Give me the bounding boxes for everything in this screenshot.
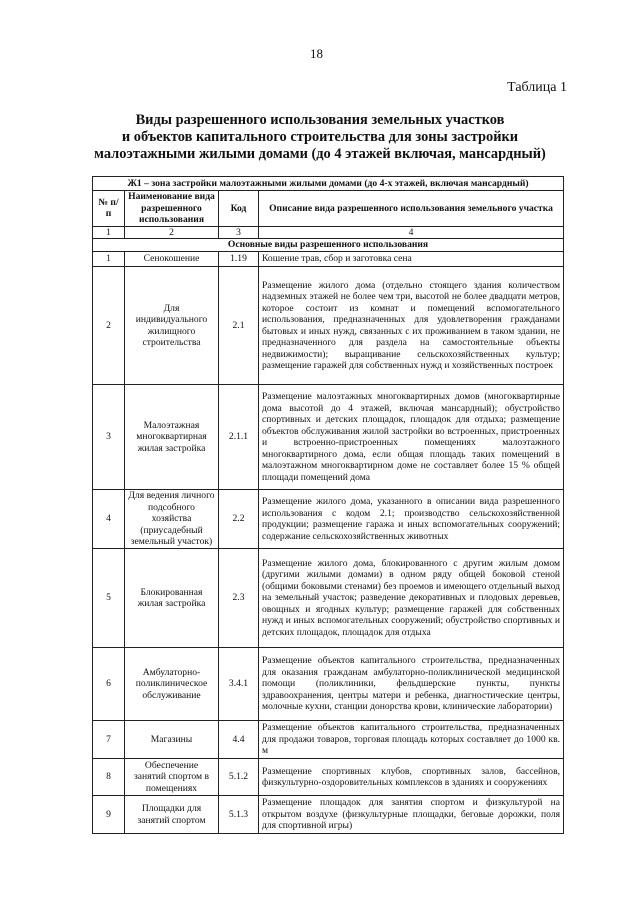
document-title <box>60 112 580 163</box>
use-name: Площадки для занятий спортом <box>125 796 219 834</box>
use-code: 2.3 <box>219 549 259 648</box>
page-number: 18 <box>310 46 323 61</box>
table-row <box>93 796 564 834</box>
use-code: 5.1.3 <box>219 796 259 834</box>
use-code: 5.1.2 <box>219 759 259 796</box>
row-number: 2 <box>93 267 125 385</box>
table-row <box>93 385 564 490</box>
use-description: Размещение жилого дома, указанного в описании вида разрешенного использования с кодом 2.1; производство сельскохозяйственной продукции; размещение гаража и иных вспомогательных сооружений; содержание сельскохозяйственных животных <box>259 490 564 549</box>
use-name: Магазины <box>125 721 219 759</box>
section-header-cell: Основные виды разрешенного использования <box>93 239 564 252</box>
table-row <box>93 490 564 549</box>
row-number: 6 <box>93 648 125 721</box>
use-description: Размещение площадок для занятия спортом и физкультурой на открытом воздухе (физкультурные площадки, беговые дорожки, поля для спортивной игры) <box>259 796 564 834</box>
table-row <box>93 648 564 721</box>
column-index-row <box>93 226 564 239</box>
use-code: 2.2 <box>219 490 259 549</box>
use-name: Обеспечение занятий спортом в помещениях <box>125 759 219 796</box>
column-index-cell: 1 <box>93 226 125 239</box>
zone-header-cell: Ж1 – зона застройки малоэтажными жилыми домами (до 4-х этажей, включая мансардный) <box>93 177 564 191</box>
use-name: Сенокошение <box>125 252 219 267</box>
use-name: Амбулаторно-поликлиническое обслуживание <box>125 648 219 721</box>
row-number: 9 <box>93 796 125 834</box>
table-row <box>93 549 564 648</box>
section-header-row <box>93 239 564 252</box>
column-index-cell: 2 <box>125 226 219 239</box>
row-number: 4 <box>93 490 125 549</box>
column-header-num: № п/п <box>93 191 125 227</box>
title-line-1: Виды разрешенного использования земельных участков <box>135 112 505 128</box>
use-description: Размещение объектов капитального строительства, предназначенных для продажи товаров, торговая площадь которых составляет до 1000 кв. м <box>259 721 564 759</box>
use-code: 2.1.1 <box>219 385 259 490</box>
use-name: Для индивидуального жилищного строительства <box>125 267 219 385</box>
zone-header-row <box>93 177 564 191</box>
use-code: 1.19 <box>219 252 259 267</box>
table-label: Таблица 1 <box>507 80 567 95</box>
row-number: 7 <box>93 721 125 759</box>
use-code: 2.1 <box>219 267 259 385</box>
use-description: Размещение спортивных клубов, спортивных залов, бассейнов, физкультурно-оздоровительных комплексов в зданиях и сооружениях <box>259 759 564 796</box>
column-index-cell: 4 <box>259 226 564 239</box>
use-description: Размещение жилого дома, блокированного с другим жилым домом (другими жилыми домами) в одном ряду общей боковой стеной (общими боковыми стенами) без проемов и имеющего отдельный выход на земельный участок; разведение декоративных и плодовых деревьев, овощных и ягодных культур; размещение гаражей для собственных нужд и иных вспомогательных сооружений; обустройство спортивных и детских площадок, площадок для отдыха <box>259 549 564 648</box>
use-name: Для ведения личного подсобного хозяйства (приусадебный земельный участок) <box>125 490 219 549</box>
column-header-row <box>93 191 564 227</box>
title-line-2: и объектов капитального строительства для зоны застройки <box>121 129 519 145</box>
use-code: 4.4 <box>219 721 259 759</box>
table-row <box>93 252 564 267</box>
table-row <box>93 721 564 759</box>
column-header-code: Код <box>219 191 259 227</box>
use-description: Размещение объектов капитального строительства, предназначенных для оказания гражданам амбулаторно-поликлинической медицинской помощи (поликлиники, фельдшерские пункты, пункты здравоохранения, центры матери и ребенка, диагностические центры, молочные кухни, станции донорства крови, клинические лаборатории) <box>259 648 564 721</box>
use-code: 3.4.1 <box>219 648 259 721</box>
column-index-cell: 3 <box>219 226 259 239</box>
use-description: Размещение малоэтажных многоквартирных домов (многоквартирные дома высотой до 4 этажей, включая мансардный); обустройство спортивных и детских площадок, площадок для отдыха; размещение объектов обслуживания жилой застройки во встроенных, пристроенных и встроенно-пристроенных помещениях малоэтажного многоквартирного дома, если общая площадь таких помещений в малоэтажном многоквартирном доме не составляет более 15 % общей площади помещений дома <box>259 385 564 490</box>
column-header-description: Описание вида разрешенного использования земельного участка <box>259 191 564 227</box>
column-header-name: Наименование вида разрешенного использования <box>125 191 219 227</box>
table-row <box>93 759 564 796</box>
row-number: 5 <box>93 549 125 648</box>
use-description: Размещение жилого дома (отдельно стоящего здания количеством надземных этажей не более чем три, высотой не более двадцати метров, которое состоит из комнат и помещений вспомогательного использования, предназначенных для удовлетворения гражданами бытовых и иных нужд, связанных с их проживанием в таком здании, не предназначенного для раздела на самостоятельные объекты недвижимости); выращивание сельскохозяйственных культур; размещение гаражей для собственных нужд и хозяйственных построек <box>259 267 564 385</box>
row-number: 3 <box>93 385 125 490</box>
table-row <box>93 267 564 385</box>
use-name: Малоэтажная многоквартирная жилая застройка <box>125 385 219 490</box>
row-number: 1 <box>93 252 125 267</box>
land-use-table <box>92 176 564 834</box>
title-line-3: малоэтажными жилыми домами (до 4 этажей включая, мансардный) <box>94 146 546 162</box>
use-description: Кошение трав, сбор и заготовка сена <box>259 252 564 267</box>
row-number: 8 <box>93 759 125 796</box>
use-name: Блокированная жилая застройка <box>125 549 219 648</box>
